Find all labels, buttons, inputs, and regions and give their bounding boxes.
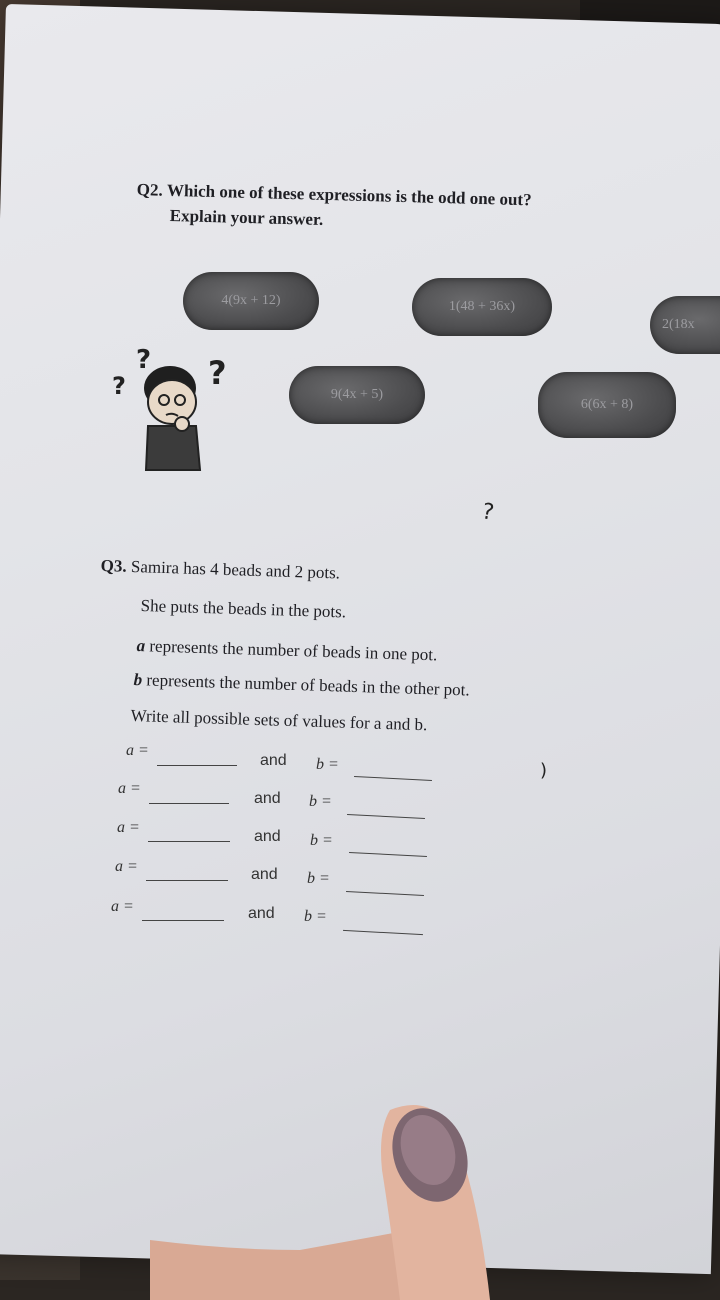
q3-line2: She puts the beads in the pots.: [140, 596, 347, 622]
expression-pill-5: 2(18x: [650, 296, 720, 354]
a-blank[interactable]: [142, 920, 224, 921]
b-blank[interactable]: [346, 891, 424, 896]
b-label: b =: [310, 832, 333, 849]
question-mark-icon: ?: [136, 345, 152, 375]
hand-holding-paper: [150, 1100, 570, 1300]
thinking-boy-illustration: [108, 340, 248, 475]
q3-line4-text: represents the number of beads in the other pot.: [146, 670, 470, 700]
and-label: and: [254, 790, 281, 807]
and-label: and: [251, 866, 278, 883]
a-blank[interactable]: [146, 880, 228, 881]
question-mark-icon: ?: [208, 354, 227, 392]
a-blank[interactable]: [148, 841, 230, 842]
a-label: a =: [118, 780, 141, 797]
q3-number: Q3.: [100, 556, 127, 576]
q2-text: Which one of these expressions is the odd one out?: [166, 180, 532, 210]
b-label: b =: [309, 793, 332, 810]
a-blank[interactable]: [157, 765, 237, 766]
b-label: b =: [304, 908, 327, 925]
b-blank[interactable]: [347, 814, 425, 819]
a-blank[interactable]: [149, 803, 229, 804]
q3-line1: Samira has 4 beads and 2 pots.: [130, 556, 341, 583]
margin-mark-question: ?: [479, 499, 496, 526]
b-blank[interactable]: [349, 852, 427, 857]
and-label: and: [260, 752, 287, 769]
a-label: a =: [126, 742, 149, 759]
q3-line5: Write all possible sets of values for a and b.: [130, 706, 428, 735]
expression-pill-3: 9(4x + 5): [289, 366, 425, 424]
b-blank[interactable]: [343, 930, 423, 935]
q2-number: Q2.: [136, 180, 163, 200]
expression-pill-1: 4(9x + 12): [183, 272, 319, 330]
question-mark-icon: ?: [112, 372, 126, 400]
and-label: and: [248, 905, 275, 922]
q2-text2: Explain your answer.: [169, 206, 324, 230]
b-blank[interactable]: [354, 776, 432, 781]
q3-var-b: b: [133, 670, 143, 690]
q3-heading: [100, 556, 340, 584]
and-label: and: [254, 828, 281, 845]
q3-var-a: a: [136, 636, 146, 656]
q3-line3: [136, 636, 437, 665]
b-label: b =: [307, 870, 330, 887]
q3-line3-text: represents the number of beads in one pot.: [149, 636, 438, 665]
expression-pill-4: 6(6x + 8): [538, 372, 676, 438]
b-label: b =: [316, 756, 339, 773]
expression-pill-2: 1(48 + 36x): [412, 278, 552, 336]
a-label: a =: [115, 858, 138, 875]
a-label: a =: [111, 898, 134, 915]
margin-mark-bracket: ): [540, 760, 548, 781]
a-label: a =: [117, 819, 140, 836]
q3-line4: [133, 670, 470, 701]
